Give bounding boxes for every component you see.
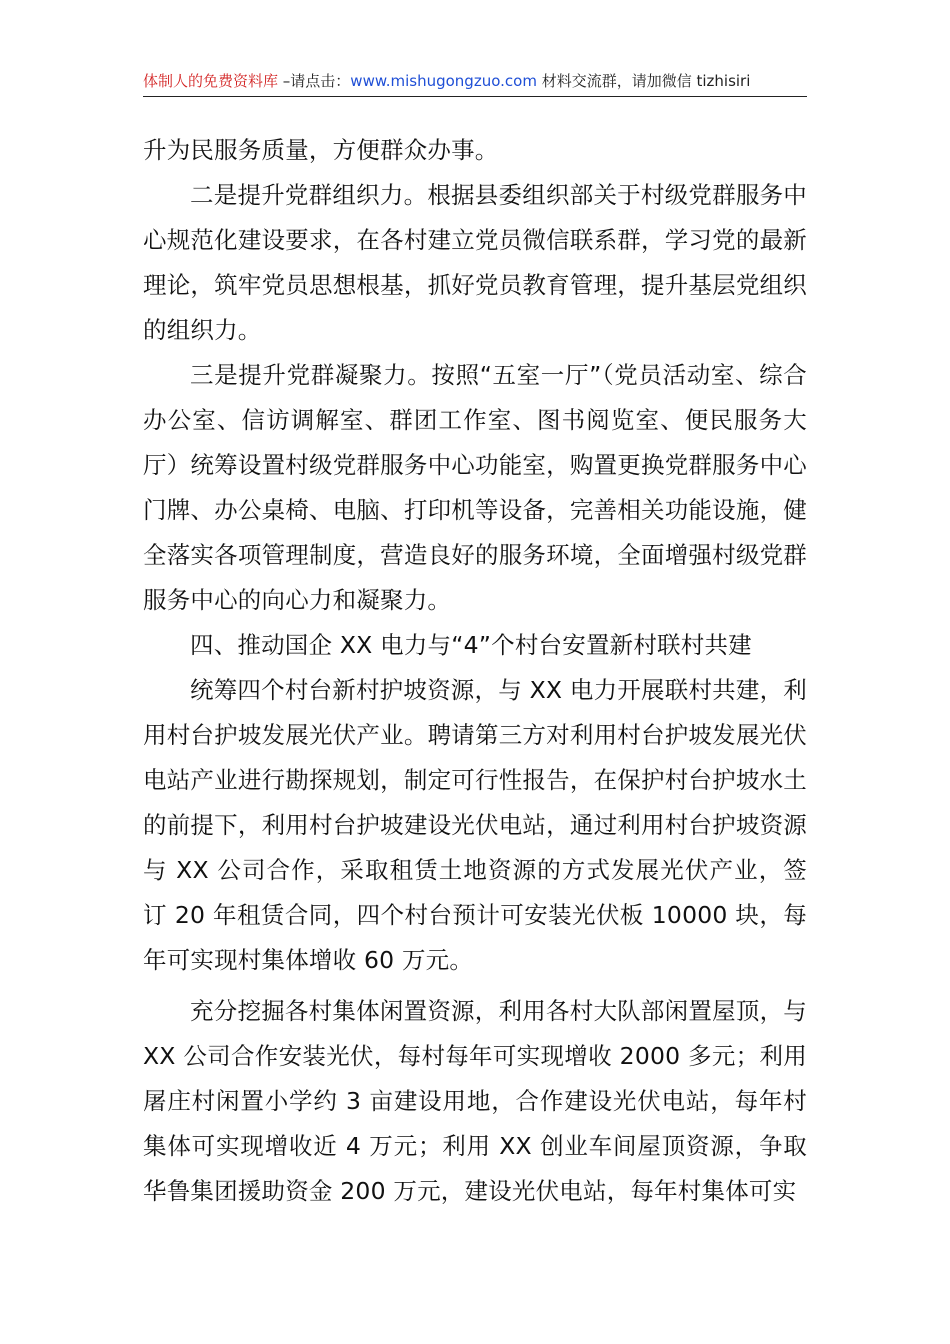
page-header [143, 66, 807, 97]
header-brand: 体制人的免费资料库 [143, 72, 279, 90]
document-body [143, 128, 807, 1214]
header-wechat-note: 材料交流群，请加微信 tizhisiri [536, 72, 751, 90]
header-prompt: –请点击： [278, 72, 351, 90]
paragraph-continuation: 升为民服务质量，方便群众办事。 [143, 136, 499, 164]
paragraph-photovoltaic: 统筹四个村台新村护坡资源，与 XX 电力开展联村共建，利用村台护坡发展光伏产业。聘请第三方对利用村台护坡发展光伏电站产业进行勘探规划，制定可行性报告，在保护村台护坡水土的前提下，利用村台护坡建设光伏电站，通过利用村台护坡资源与 XX 公司合作，采取租赁土地资源的方式发展光伏产业，签订 20 年租赁合同，四个村台预计可安装光伏板 10000 块，每年可实现村集体增收 60 万元。 [143, 676, 807, 974]
header-website-link[interactable]: www.mishugongzuo.com [350, 72, 537, 90]
paragraph-idle-resources: 充分挖掘各村集体闲置资源，利用各村大队部闲置屋顶，与 XX 公司合作安装光伏，每村每年可实现增收 2000 多元；利用屠庄村闲置小学约 3 亩建设用地，合作建设光伏电站，每年村集体可实现增收近 4 万元；利用 XX 创业车间屋顶资源，争取华鲁集团援助资金 200 万元，建设光伏电站，每年村集体可实 [143, 997, 807, 1205]
paragraph-organization: 二是提升党群组织力。根据县委组织部关于村级党群服务中心规范化建设要求，在各村建立党员微信联系群，学习党的最新理论，筑牢党员思想根基，抓好党员教育管理，提升基层党组织的组织力。 [143, 181, 807, 344]
section-heading: 四、推动国企 XX 电力与“4”个村台安置新村联村共建 [190, 631, 752, 659]
paragraph-cohesion: 三是提升党群凝聚力。按照“五室一厅”（党员活动室、综合办公室、信访调解室、群团工作室、图书阅览室、便民服务大厅）统筹设置村级党群服务中心功能室，购置更换党群服务中心门牌、办公桌椅、电脑、打印机等设备，完善相关功能设施，健全落实各项管理制度，营造良好的服务环境，全面增强村级党群服务中心的向心力和凝聚力。 [143, 361, 807, 614]
